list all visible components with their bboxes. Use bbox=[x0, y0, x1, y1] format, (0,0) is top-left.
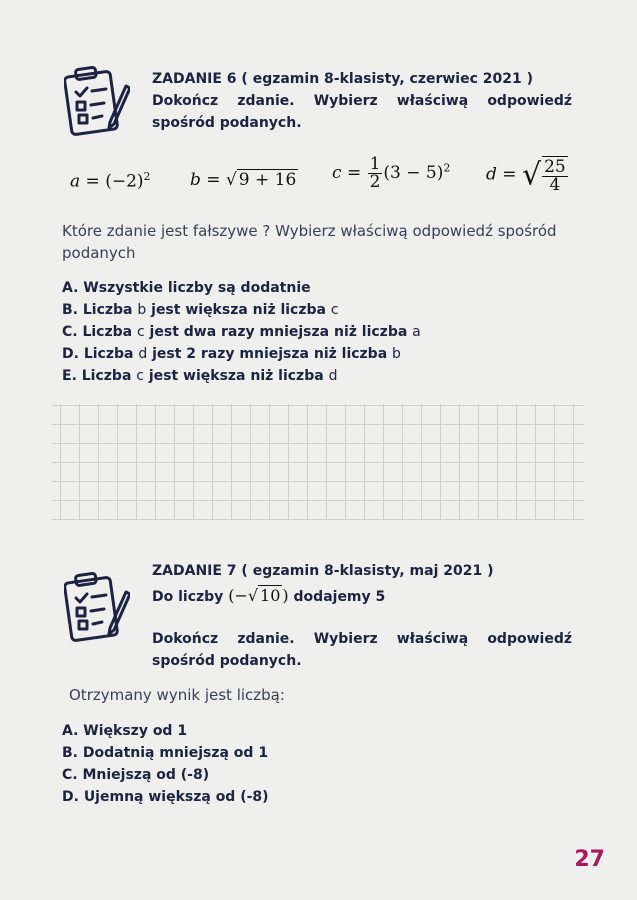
formula-c: c = $\frac{1}{2}$ $(3 - 5)^2$ bbox=[332, 154, 451, 192]
task6-question bbox=[62, 220, 582, 264]
task6-answers bbox=[62, 277, 421, 387]
task6-answer-d[interactable]: D. Liczba d jest 2 razy mniejsza niż liczba b bbox=[62, 346, 401, 362]
task7-question: Otrzymany wynik jest liczbą: bbox=[69, 686, 285, 704]
task7-instruction-line1: Dokończ zdanie. Wybierz właściwą odpowiedź bbox=[152, 631, 572, 647]
task6-answer-c[interactable]: C. Liczba c jest dwa razy mniejsza niż liczba a bbox=[62, 324, 421, 340]
formula-d: d = √ $\frac{25}{4}$ bbox=[486, 157, 566, 195]
task6-answer-e[interactable]: E. Liczba c jest większa niż liczba d bbox=[62, 368, 338, 384]
page-number: 27 bbox=[574, 847, 605, 872]
scratch-grid bbox=[52, 404, 584, 520]
task6-question-line2: podanych bbox=[62, 244, 136, 262]
task7-answer-c[interactable]: C. Mniejszą od (-8) bbox=[62, 767, 210, 783]
task7-instruction-line2: spośród podanych. bbox=[152, 653, 302, 669]
formula-a: $a = (-2)^2$ bbox=[70, 170, 151, 192]
task7-line2: Do liczby (−√ 10 ) dodajemy 5 bbox=[152, 586, 386, 605]
task6-question-line1: Które zdanie jest fałszywe ? Wybierz właściwą odpowiedź spośród bbox=[62, 222, 557, 240]
task7-title: ZADANIE 7 ( egzamin 8-klasisty, maj 2021 ) bbox=[152, 563, 494, 579]
formula-b: b = √ 9 + 16 bbox=[190, 170, 297, 190]
checklist-clipboard-icon bbox=[64, 64, 130, 136]
task6-instruction-line1: Dokończ zdanie. Wybierz właściwą odpowiedź bbox=[152, 93, 572, 109]
task7-answer-d[interactable]: D. Ujemną większą od (-8) bbox=[62, 789, 269, 805]
task6-instruction-line2: spośród podanych. bbox=[152, 115, 302, 131]
task7-answer-a[interactable]: A. Większy od 1 bbox=[62, 723, 188, 739]
checklist-clipboard-icon bbox=[64, 570, 130, 642]
task6-title: ZADANIE 6 ( egzamin 8-klasisty, czerwiec 2021 ) bbox=[152, 71, 534, 87]
task7-header bbox=[152, 560, 572, 672]
task6-header bbox=[152, 68, 572, 134]
task6-answer-b[interactable]: B. Liczba b jest większa niż liczba c bbox=[62, 302, 339, 318]
task7-answer-b[interactable]: B. Dodatnią mniejszą od 1 bbox=[62, 745, 269, 761]
task6-answer-a[interactable]: A. Wszystkie liczby są dodatnie bbox=[62, 280, 311, 296]
task7-answers bbox=[62, 720, 269, 808]
